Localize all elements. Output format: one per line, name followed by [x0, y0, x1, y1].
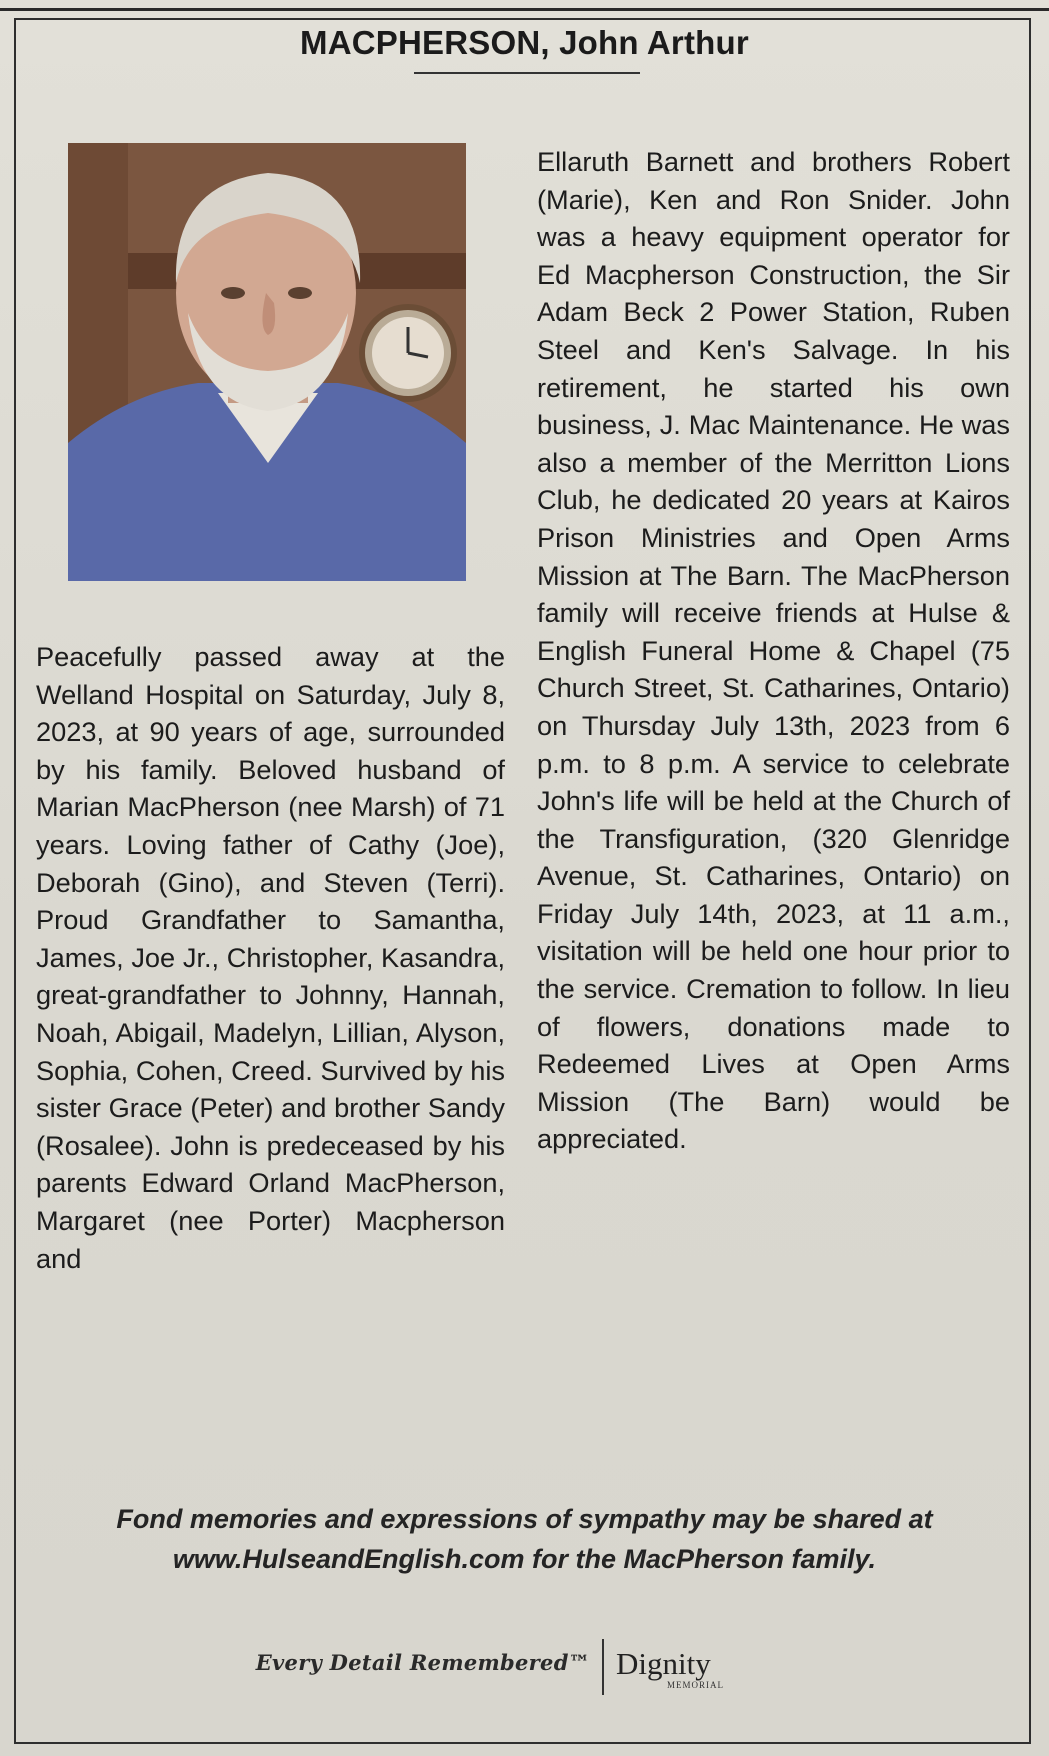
portrait-photo — [68, 143, 466, 581]
sympathy-line-2-website: www.HulseandEnglish.com for the MacPherson family. — [172, 1544, 877, 1574]
dignity-logo-subtext: MEMORIAL — [667, 1680, 724, 1690]
sympathy-line-1: Fond memories and expressions of sympathy may be shared at — [116, 1504, 933, 1534]
obituary-text-right-column: Ellaruth Barnett and brothers Robert (Marie), Ken and Ron Snider. John was a heavy equipment operator for Ed Macpherson Construction, the Sir Adam Beck 2 Power Station, Ruben Steel and Ken's Salvage. In his retirement, he started his own business, J. Mac Maintenance. He was also a member of the Merritton Lions Club, he dedicated 20 years at Kairos Prison Ministries and Open Arms Mission at The Barn. The MacPherson family will receive friends at Hulse & English Funeral Home & Chapel (75 Church Street, St. Catharines, Ontario) on Thursday July 13th, 2023 from 6 p.m. to 8 p.m. A service to celebrate John's life will be held at the Church of the Transfiguration, (320 Glenridge Avenue, St. Catharines, Ontario) on Friday July 14th, 2023, at 11 a.m., visitation will be held one hour prior to the service. Cremation to follow. In lieu of flowers, donations made to Redeemed Lives at Open Arms Mission (The Barn) would be appreciated. — [537, 146, 1010, 1155]
title-underline — [414, 72, 640, 74]
sympathy-message — [30, 1499, 1019, 1579]
obituary-text-left-column: Peacefully passed away at the Welland Hospital on Saturday, July 8, 2023, at 90 years of age, surrounded by his family. Beloved husband of Marian MacPherson (nee Marsh) of 71 years. Loving father of Cathy (Joe), Deborah (Gino), and Steven (Terri). Proud Grandfather to Samantha, James, Joe Jr., Christopher, Kasandra, great-grandfather to Johnny, Hannah, Noah, Abigail, Madelyn, Lillian, Alyson, Sophia, Cohen, Creed. Survived by his sister Grace (Peter) and brother Sandy (Rosalee). John is predeceased by his parents Edward Orland MacPherson, Margaret (nee Porter) Macpherson and — [36, 641, 505, 1274]
portrait-illustration — [68, 143, 466, 581]
dignity-logo: Dignity — [616, 1646, 711, 1681]
top-rule — [0, 8, 1049, 11]
obituary-title: MACPHERSON, John Arthur — [300, 24, 749, 61]
footer-divider — [602, 1639, 604, 1695]
footer-tagline: Every Detail Remembered™ — [255, 1650, 590, 1675]
